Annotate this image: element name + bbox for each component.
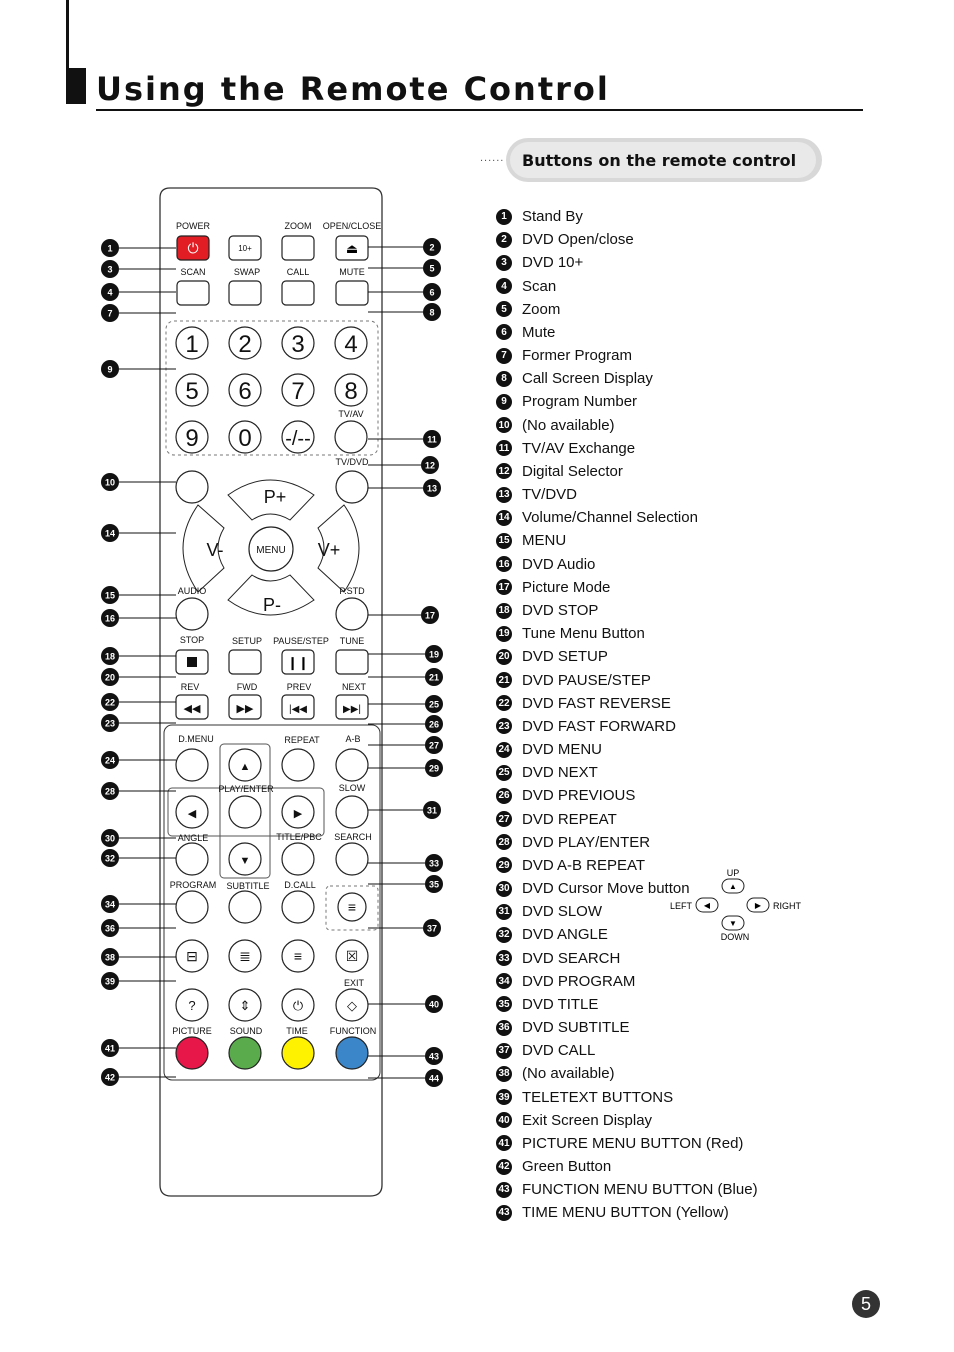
list-item-label: DVD Audio [522, 555, 596, 573]
cursor-legend-label: DOWN [720, 932, 750, 942]
program-button[interactable] [176, 891, 208, 923]
digit-label: 7 [291, 378, 305, 405]
list-item-label: Tune Menu Button [522, 625, 645, 643]
list-item-label: DVD MENU [522, 741, 603, 759]
list-item-label: Program Number [522, 393, 638, 411]
button-label: EXIT [343, 978, 365, 988]
list-item-label: DVD REPEAT [522, 810, 617, 828]
callout-number: 27 [428, 740, 440, 751]
left-icon: ◀ [187, 808, 197, 820]
button-label: NEXT [341, 682, 367, 692]
digit-label: 2 [238, 331, 252, 358]
callout-badge: 4 [496, 278, 512, 294]
title-pbc-button[interactable] [282, 843, 314, 875]
callout-badge: 43 [496, 1205, 512, 1221]
button-label: REV [180, 682, 200, 692]
tv-dvd-button[interactable] [336, 471, 368, 503]
callout-number: 38 [104, 952, 116, 963]
callout-number: 36 [104, 923, 116, 934]
list-item-label: DVD SUBTITLE [522, 1019, 630, 1037]
button-label: OPEN/CLOSE [322, 221, 382, 231]
callout-badge: 30 [496, 881, 512, 897]
list-item-label: DVD SETUP [522, 648, 608, 666]
button-label: PLAY/ENTER [218, 784, 274, 794]
callout-number: 32 [104, 853, 116, 864]
list-item-label: Scan [522, 277, 557, 295]
digit-label: 8 [344, 378, 358, 405]
button-label: TIME [286, 1026, 308, 1036]
callout-number: 14 [104, 528, 116, 539]
button-label: SLOW [338, 783, 366, 793]
up-icon: ▲ [239, 761, 251, 773]
sound-button[interactable] [229, 1037, 261, 1069]
cursor-right-icon: ▶ [754, 901, 762, 910]
list-item [496, 622, 758, 645]
button-label: A-B [345, 734, 361, 744]
callout-number: 16 [104, 613, 116, 624]
callout-badge: 34 [496, 973, 512, 989]
rev-icon: ◀◀ [183, 703, 201, 715]
callout-badge: 37 [496, 1043, 512, 1059]
d-menu-button[interactable] [176, 749, 208, 781]
list-item-label: Exit Screen Display [522, 1111, 653, 1129]
list-item-label: TIME MENU BUTTON (Yellow) [522, 1204, 729, 1222]
list-item [496, 460, 758, 483]
callout-number: 5 [429, 263, 435, 274]
picture-button[interactable] [176, 1037, 208, 1069]
repeat-button[interactable] [282, 749, 314, 781]
teletext-icon: ◇ [347, 998, 357, 1013]
list-item-label: DVD TITLE [522, 995, 599, 1013]
button-label: SETUP [231, 636, 263, 646]
list-item [496, 344, 758, 367]
list-item-label: Former Program [522, 347, 633, 365]
list-item-label: DVD FAST FORWARD [522, 717, 676, 735]
list-item [496, 854, 758, 877]
callout-number: 30 [104, 833, 116, 844]
list-item-label: DVD STOP [522, 602, 599, 619]
button-label: SEARCH [334, 832, 372, 842]
list-item [496, 970, 758, 993]
list-item [496, 437, 758, 460]
callout-badge: 27 [496, 811, 512, 827]
section-heading: Buttons on the remote control [522, 151, 797, 170]
list-item [496, 738, 758, 761]
callout-number: 25 [428, 699, 440, 710]
list-item [496, 784, 758, 807]
pause-icon: ❙❙ [287, 655, 309, 670]
button-label: V- [206, 540, 224, 560]
callout-badge: 32 [496, 927, 512, 943]
list-item-label: DVD SLOW [522, 903, 603, 921]
callout-badge: 10 [496, 417, 512, 433]
button-label: TV/AV [338, 409, 364, 419]
swap-button[interactable] [229, 281, 261, 305]
list-item-label: PICTURE MENU BUTTON (Red) [522, 1134, 744, 1152]
list-item [496, 576, 758, 599]
digit-label: 0 [238, 425, 252, 452]
callout-number: 28 [104, 786, 116, 797]
button-label: P.STD [339, 586, 365, 596]
right-icon: ▶ [293, 808, 303, 820]
list-item-label: DVD CALL [522, 1042, 596, 1060]
button-label: FUNCTION [329, 1026, 377, 1036]
callout-badge: 16 [496, 556, 512, 572]
prev-icon: |◀◀ [289, 704, 307, 715]
button-label: STOP [179, 635, 205, 645]
callout-badge: 26 [496, 788, 512, 804]
callout-badge: 6 [496, 324, 512, 340]
list-item [496, 831, 758, 854]
digit-label: 1 [185, 331, 199, 358]
fwd-icon: ▶▶ [236, 703, 254, 715]
list-item-label: DVD NEXT [522, 764, 598, 782]
list-item-label: Picture Mode [522, 578, 611, 596]
list-item-label: Digital Selector [522, 462, 623, 480]
tune-button[interactable] [336, 650, 368, 674]
callout-number: 41 [104, 1043, 116, 1054]
callout-badge: 1 [496, 209, 512, 225]
button-label: SWAP [233, 267, 261, 277]
callout-number: 20 [104, 672, 116, 683]
power-icon: ⏻ [187, 240, 199, 256]
button-label: ZOOM [284, 221, 312, 231]
callout-number: 7 [107, 308, 113, 319]
list-item-label: DVD PROGRAM [522, 972, 636, 990]
d-call-button[interactable] [282, 891, 314, 923]
list-item-label: Stand By [522, 208, 583, 226]
callout-number: 6 [429, 287, 435, 298]
subtitle-button[interactable] [229, 891, 261, 923]
list-item-label: DVD SEARCH [522, 949, 621, 967]
button-label: SOUND [229, 1026, 263, 1036]
slow-button[interactable] [336, 796, 368, 828]
cursor-left-icon: ◀ [703, 901, 711, 910]
list-item [496, 529, 758, 552]
callout-badge: 25 [496, 765, 512, 781]
cursor-up-icon: ▲ [729, 882, 737, 891]
list-item [496, 599, 758, 622]
list-item [496, 1155, 758, 1178]
callout-number: 11 [427, 434, 437, 445]
list-item [496, 668, 758, 691]
mute-button[interactable] [336, 281, 368, 305]
list-item [496, 993, 758, 1016]
callout-badge: 33 [496, 950, 512, 966]
list-item-label: Mute [522, 323, 556, 341]
button-label: POWER [175, 221, 211, 231]
callout-badge: 20 [496, 649, 512, 665]
list-item-label: FUNCTION MENU BUTTON (Blue) [522, 1181, 758, 1199]
button-label: PREV [286, 682, 312, 692]
scan-button[interactable] [177, 281, 209, 305]
callout-badge: 31 [496, 904, 512, 920]
list-item [496, 923, 758, 946]
callout-number: 1 [107, 243, 113, 254]
teletext-icon: ⊟ [186, 948, 198, 964]
callout-badge: 17 [496, 579, 512, 595]
callout-number: 42 [104, 1072, 116, 1083]
button-label: TV/DVD [335, 457, 369, 467]
callout-badge: 5 [496, 301, 512, 317]
callout-badge: 21 [496, 672, 512, 688]
audio-button[interactable] [176, 598, 208, 630]
list-item-label: DVD PLAY/ENTER [522, 833, 651, 851]
digit-selector-label: -/-- [285, 428, 311, 450]
function-button[interactable] [336, 1037, 368, 1069]
callout-number: 31 [426, 805, 438, 816]
page-number: 5 [852, 1290, 880, 1318]
button-label: P- [263, 595, 281, 615]
list-item-label: DVD FAST REVERSE [522, 694, 671, 712]
callout-number: 18 [104, 651, 116, 662]
list-item [496, 1132, 758, 1155]
list-item [496, 321, 758, 344]
list-item-label: DVD A-B REPEAT [522, 856, 646, 874]
setup-button[interactable] [229, 650, 261, 674]
callout-badge: 41 [496, 1135, 512, 1151]
list-item [496, 807, 758, 830]
button-label: PAUSE/STEP [273, 636, 329, 646]
button-label: PROGRAM [169, 880, 217, 890]
button-list [496, 205, 758, 1225]
button-label: ANGLE [177, 833, 209, 843]
callout-badge: 13 [496, 487, 512, 503]
callout-number: 15 [104, 590, 116, 601]
callout-number: 37 [426, 923, 438, 934]
button-label: V+ [317, 540, 341, 560]
button-label: TITLE/PBC [276, 832, 322, 842]
callout-badge: 19 [496, 626, 512, 642]
play-enter-button[interactable] [229, 796, 261, 828]
button-label: CALL [286, 267, 310, 277]
callout-number: 9 [107, 364, 113, 375]
callout-badge: 8 [496, 371, 512, 387]
time-button[interactable] [282, 1037, 314, 1069]
list-item-label: DVD Open/close [522, 231, 634, 249]
callout-badge: 24 [496, 742, 512, 758]
callout-number: 44 [428, 1073, 440, 1084]
callout-badge: 11 [496, 440, 512, 456]
list-item [496, 275, 758, 298]
list-item [496, 1178, 758, 1201]
callout-number: 23 [104, 718, 116, 729]
callout-badge: 23 [496, 718, 512, 734]
list-item-label: TV/DVD [522, 486, 578, 504]
list-item [496, 506, 758, 529]
callout-number: 10 [104, 477, 116, 488]
stop-icon [187, 657, 197, 667]
list-item-label: DVD ANGLE [522, 926, 608, 944]
zoom-button[interactable] [282, 236, 314, 260]
callout-badge: 29 [496, 857, 512, 873]
list-item [496, 367, 758, 390]
digit-label: 6 [238, 378, 252, 405]
cursor-legend-label: UP [726, 868, 740, 878]
callout-number: 40 [428, 999, 440, 1010]
list-item-label: DVD Cursor Move button [522, 880, 690, 898]
button-label: SCAN [180, 267, 206, 277]
callout-badge: 3 [496, 255, 512, 271]
next-icon: ▶▶| [343, 704, 361, 715]
section-dots: ...... [480, 152, 505, 164]
button-label: FWD [236, 682, 258, 692]
callout-badge: 36 [496, 1020, 512, 1036]
a-b-button[interactable] [336, 749, 368, 781]
callout-badge: 14 [496, 510, 512, 526]
button-label: D.CALL [284, 880, 316, 890]
list-item-label: (No available) [522, 416, 615, 434]
teletext-icon: ? [188, 998, 196, 1013]
callout-number: 2 [429, 242, 435, 253]
list-item [496, 1086, 758, 1109]
button-label: PICTURE [172, 1026, 212, 1036]
button-label: MENU [256, 545, 286, 556]
digit-label: 5 [185, 378, 199, 405]
list-item-label: Volume/Channel Selection [522, 509, 698, 527]
callout-number: 8 [429, 307, 435, 318]
teletext-icon: ≣ [239, 948, 251, 964]
digit-label: 4 [344, 331, 358, 358]
list-item-label: TV/AV Exchange [522, 439, 636, 457]
callout-number: 29 [428, 763, 440, 774]
unused-button[interactable] [176, 471, 208, 503]
list-item-label: DVD 10+ [522, 254, 584, 272]
list-item [496, 761, 758, 784]
callout-number: 22 [104, 697, 116, 708]
list-item [496, 251, 758, 274]
list-item [496, 298, 758, 321]
callout-number: 13 [426, 483, 438, 494]
list-item [496, 553, 758, 576]
callout-number: 34 [104, 899, 116, 910]
callout-number: 43 [428, 1051, 440, 1062]
cursor-legend-label: RIGHT [773, 901, 801, 911]
list-item [496, 1062, 758, 1085]
cursor-down-icon: ▼ [729, 919, 737, 928]
digit-label: 9 [185, 425, 199, 452]
digit-label: 3 [291, 331, 305, 358]
callout-badge: 15 [496, 533, 512, 549]
button-label: P+ [263, 487, 287, 507]
teletext-icon: ≡ [293, 948, 303, 964]
teletext-icon: ☒ [345, 948, 359, 964]
button-label: 10+ [238, 244, 252, 253]
list-item [496, 414, 758, 437]
callout-badge: 22 [496, 695, 512, 711]
callout-badge: 43 [496, 1182, 512, 1198]
list-item [496, 205, 758, 228]
call-button[interactable] [282, 281, 314, 305]
button-label: D.MENU [178, 734, 214, 744]
list-item [496, 900, 758, 923]
button-label: TUNE [339, 636, 365, 646]
search-button[interactable] [336, 843, 368, 875]
callout-number: 12 [424, 460, 436, 471]
list-item [496, 1016, 758, 1039]
list-item [496, 1039, 758, 1062]
callout-number: 3 [107, 264, 113, 275]
list-item [496, 483, 758, 506]
button-label: SUBTITLE [226, 881, 270, 891]
callout-badge: 28 [496, 834, 512, 850]
callout-badge: 7 [496, 348, 512, 364]
callout-badge: 2 [496, 232, 512, 248]
list-item [496, 692, 758, 715]
list-item [496, 1201, 758, 1224]
button-label: MUTE [339, 267, 365, 277]
list-item-label: Zoom [522, 300, 561, 318]
callout-badge: 39 [496, 1089, 512, 1105]
callout-number: 39 [104, 976, 116, 987]
button-label: REPEAT [284, 735, 320, 745]
teletext-icon: ⏻ [292, 998, 304, 1013]
list-item [496, 228, 758, 251]
p-std-button[interactable] [336, 598, 368, 630]
cursor-legend-label: LEFT [669, 901, 693, 911]
callout-number: 26 [428, 719, 440, 730]
tv-av-button[interactable] [335, 421, 367, 453]
page-title: Using the Remote Control [96, 70, 610, 108]
callout-number: 17 [424, 610, 436, 621]
callout-number: 33 [428, 858, 440, 869]
callout-badge: 42 [496, 1159, 512, 1175]
angle-button[interactable] [176, 843, 208, 875]
list-item-label: TELETEXT BUTTONS [522, 1088, 674, 1106]
down-icon: ▼ [239, 855, 251, 867]
callout-badge: 18 [496, 603, 512, 619]
callout-badge: 38 [496, 1066, 512, 1082]
list-item-label: Green Button [522, 1158, 612, 1176]
list-item [496, 390, 758, 413]
callout-number: 35 [428, 879, 440, 890]
teletext-icon: ⇕ [239, 998, 251, 1013]
list-item [496, 645, 758, 668]
list-item-label: MENU [522, 532, 567, 550]
eject-icon: ⏏ [345, 241, 359, 256]
callout-number: 4 [107, 287, 113, 298]
list-item-label: Call Screen Display [522, 370, 653, 388]
callout-badge: 12 [496, 463, 512, 479]
list-item [496, 715, 758, 738]
callout-number: 19 [428, 649, 440, 660]
list-item-label: DVD PAUSE/STEP [522, 671, 651, 689]
list-item-label: DVD PREVIOUS [522, 787, 636, 805]
callout-number: 21 [428, 672, 440, 683]
button-label: AUDIO [177, 586, 207, 596]
callout-badge: 35 [496, 996, 512, 1012]
callout-number: 24 [104, 755, 116, 766]
list-item [496, 1109, 758, 1132]
callout-badge: 9 [496, 394, 512, 410]
teletext-icon: ≡ [347, 899, 357, 915]
callout-badge: 40 [496, 1112, 512, 1128]
list-item-label: (No available) [522, 1065, 615, 1083]
list-item [496, 947, 758, 970]
list-item [496, 877, 758, 900]
